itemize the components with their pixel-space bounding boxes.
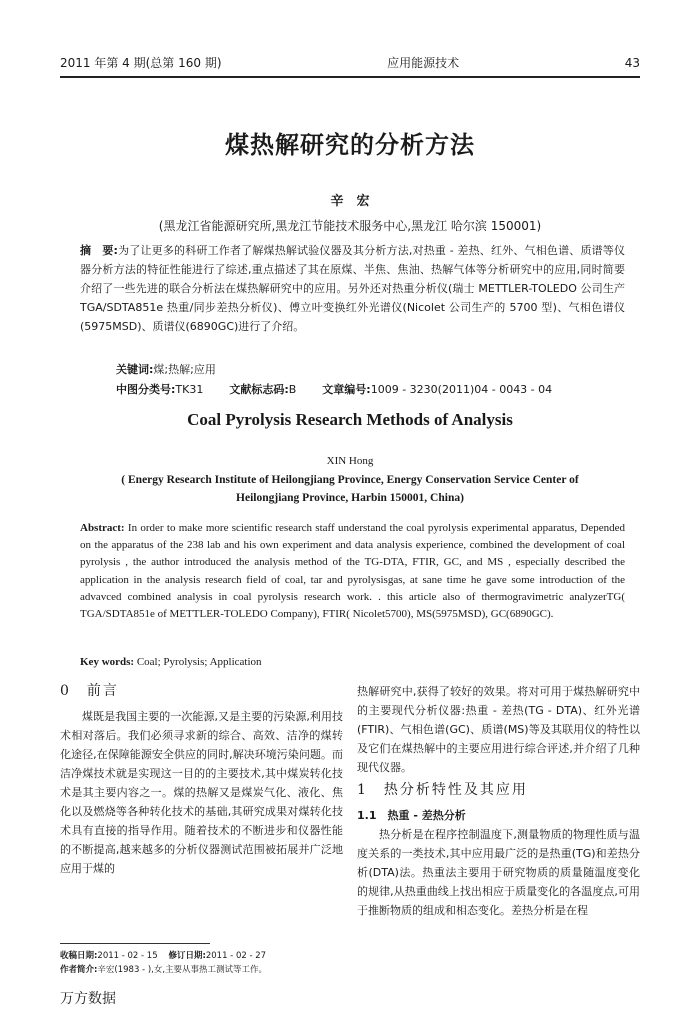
body-column-right [357, 682, 640, 920]
author-english: XIN Hong [326, 455, 374, 467]
footnote-divider [60, 943, 210, 944]
footnote-author: 作者简介:辛宏(1983 - ),女,主要从事热工测试等工作。 [60, 965, 268, 975]
abstract-chinese-label: 摘 要: [80, 244, 118, 257]
abstract-chinese-text: 为了让更多的科研工作者了解煤热解试验仪器及其分析方法,对热重 - 差热、红外、气相色谱、质谱等仪器分析方法的特征性能进行了综述,重点描述了其在原煤、半焦、焦油、热解气体等分析研究中的应用,同时简要介绍了一些先进的联合分析法在煤热解研究中的应用。另外还对热重分析仪(瑞士 METTLER-TOLEDO 公司生产 TGA/SDTA851e 热重/同步差热分析仪)、傅立叶变换红外光谱仪(Nicolet 公司生产的 5700 型)、气相色谱仪(5975MSD)、质谱仪(6890GC)进行了介绍。 [80, 244, 625, 333]
author-chinese: 辛 宏 [330, 194, 370, 209]
footnotes [60, 949, 345, 977]
abstract-chinese [80, 241, 625, 336]
keywords-english-label: Key words: [80, 656, 135, 668]
document-code: 文献标志码:B [229, 383, 297, 396]
issue-info: 2011 年第 4 期(总第 160 期) [60, 56, 222, 70]
title-chinese: 煤热解研究的分析方法 [225, 130, 475, 159]
section-1-1-heading: 1.1 热重 - 差热分析 [357, 809, 466, 822]
title-english: Coal Pyrolysis Research Methods of Analysis [187, 410, 513, 429]
keywords-chinese-text: 煤;热解;应用 [153, 363, 216, 376]
running-header [60, 54, 640, 78]
abstract-english [80, 520, 625, 623]
section-0-paragraph-continued: 热解研究中,获得了较好的效果。将对可用于煤热解研究中的主要现代分析仪器:热重 - 差热(TG - DTA)、红外光谱(FTIR)、气相色谱(GC)、质谱(MS)等及其联用仪的特性以及它们在煤热解中的主要应用进行综合评述,并介绍了几种现代仪器。 [357, 685, 640, 774]
keywords-chinese [116, 361, 216, 377]
section-0-paragraph: 煤既是我国主要的一次能源,又是主要的污染源,利用技术相对落后。我们必须寻求新的综合、高效、洁净的煤转化途径,在保障能源安全供应的同时,解决环境污染问题。而洁净煤技术就是实现这一目的的主要技术,其中煤炭转化技术是其主要内容之一。煤的热解又是煤炭气化、液化、焦化以及燃烧等各种转化技术的基础,其研究成果对煤转化技术具有直接的指导作用。随着技术的不断进步和仪器性能的不断提高,越来越多的分析仪器测试范围被拓展并广泛地应用于煤的 [60, 710, 343, 875]
abstract-english-label: Abstract: [80, 522, 125, 534]
section-1-1-paragraph: 热分析是在程序控制温度下,测量物质的物理性质与温度关系的一类技术,其中应用最广泛的是热重(TG)和差热分析(DTA)法。热重法主要用于研究物质的质量随温度变化的规律,从热重曲线上找出相应于质量变化的各温度点,可用于推断物质的组成和相态变化。差热分析是在程 [357, 828, 640, 917]
classification-line [116, 381, 552, 397]
keywords-chinese-label: 关键词: [116, 363, 154, 376]
affiliation-chinese: (黑龙江省能源研究所,黑龙江节能技术服务中心,黑龙江 哈尔滨 150001) [158, 219, 542, 233]
page-number: 43 [624, 56, 640, 70]
journal-name: 应用能源技术 [387, 56, 460, 70]
body-column-left [60, 682, 343, 878]
section-0-heading: 0 前言 [60, 683, 119, 699]
affiliation-english: ( Energy Research Institute of Heilongjiang Province, Energy Conservation Service Center of Heilongjiang Province, Harbin 150001, China) [121, 474, 579, 504]
keywords-english-text: Coal; Pyrolysis; Application [136, 656, 262, 668]
keywords-english [80, 656, 262, 668]
section-1-heading: 1 热分析特性及其应用 [357, 782, 528, 798]
clc-number: 中图分类号:TK31 [116, 383, 204, 396]
footnote-dates: 收稿日期:2011 - 02 - 15 修订日期:2011 - 02 - 27 [60, 951, 267, 961]
abstract-english-text: In order to make more scientific research staff understand the coal pyrolysis experimental apparatus, Depended on the apparatus of the 238 lab and his own experiment and data analysis experience, combined the development of coal pyrolysis , the author introduced the analysis method of the TG-DTA, FTIR, GC, and MS , especially described the application in the analysis research field of coal, tar and pyrolysisgas, at sane time he gave some introduction of the advavced combined analysis in coal pyrolysis research work. . this article also of thermogravimetric analyzerTG( TGA/SDTA851e of METTLER-TOLEDO Company), FTIR( Nicolet5700), MS(5975MSD), GC(6890GC). [80, 522, 626, 621]
source-watermark: 万方数据 [60, 991, 116, 1007]
article-number: 文章编号:1009 - 3230(2011)04 - 0043 - 04 [322, 383, 553, 396]
